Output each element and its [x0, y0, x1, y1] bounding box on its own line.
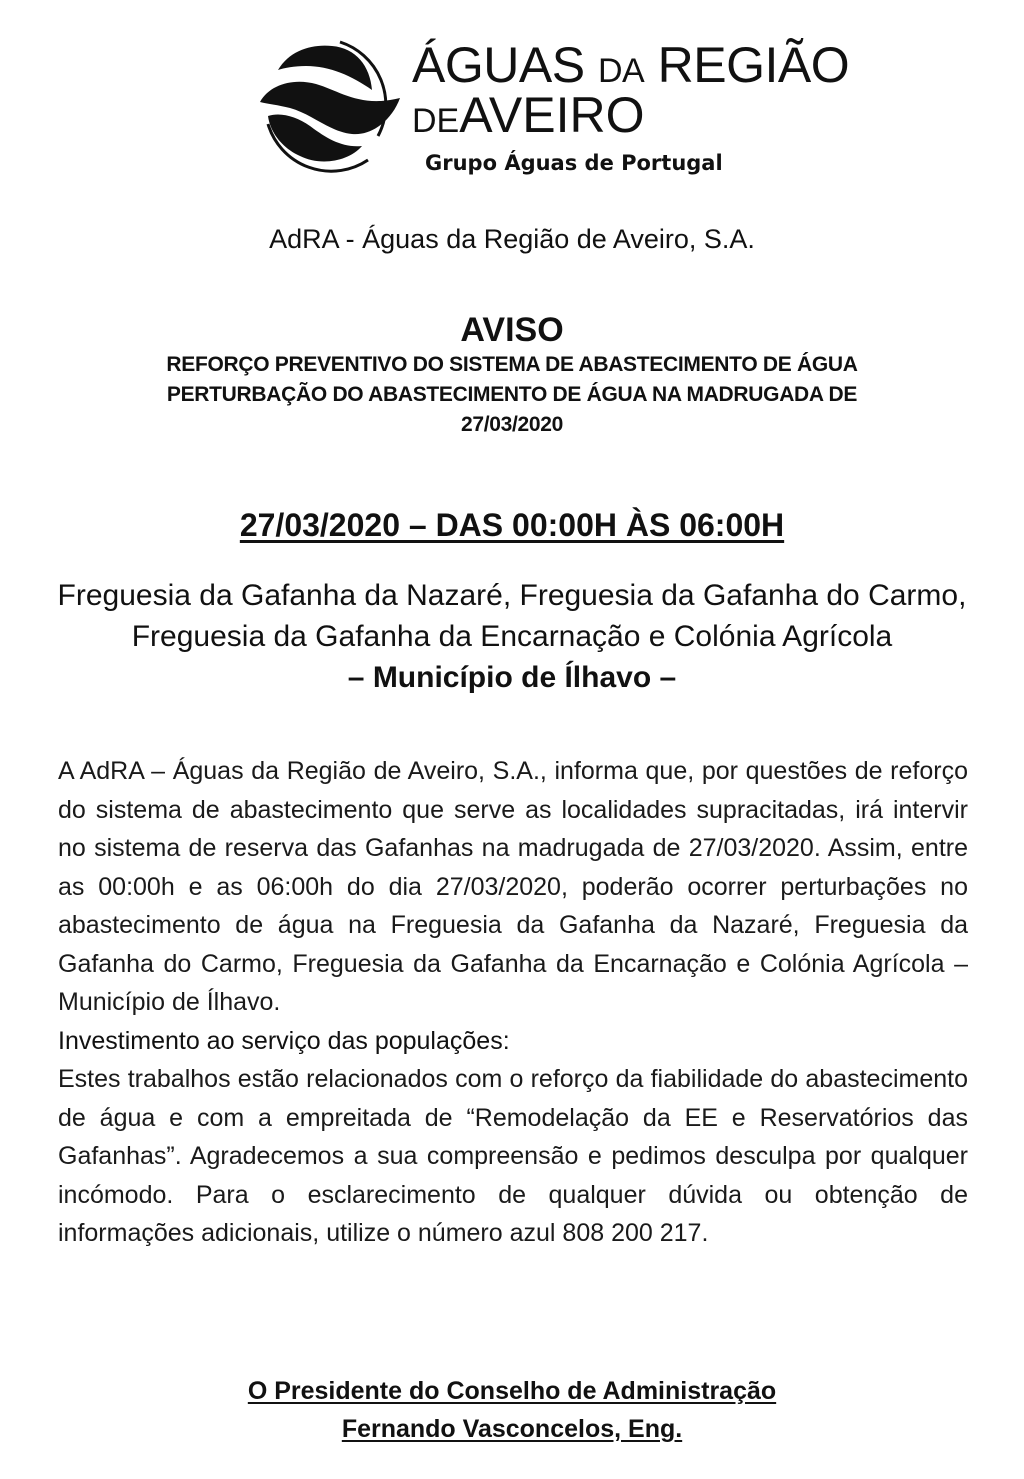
body-paragraph: Estes trabalhos estão relacionados com o reforço da fiabilidade do abastecimento de água e com a empreitada de “Remodelação da EE e Reservatórios das Gafanhas”. Agradecemos a sua compreensão e pedimos desculpa por qualquer incómodo. Para o esclarecimento de qualquer dúvida ou obtenção de informações adicionais, utilize o número azul 808 200 217.	[58, 1065, 968, 1247]
logo-group-name: Grupo Águas de Portugal	[425, 151, 723, 175]
notice-title: AVISO	[460, 311, 564, 349]
subtitle-line: REFORÇO PREVENTIVO DO SISTEMA DE ABASTECIMENTO DE ÁGUA	[166, 353, 858, 376]
logo-title-line2: DEAVEIRO	[412, 87, 645, 143]
signatory-title: O Presidente do Conselho de Administração	[247, 1377, 777, 1405]
subtitle-line: 27/03/2020	[460, 413, 564, 436]
parish-list: Freguesia da Gafanha da Nazaré, Freguesia da Gafanha do Carmo, Freguesia da Gafanha da Encarnação e Colónia Agrícola	[57, 579, 967, 653]
logo-title-line1: ÁGUAS DA REGIÃO	[412, 37, 850, 93]
signatory-name: Fernando Vasconcelos, Eng.	[341, 1415, 683, 1443]
signature-block	[0, 1372, 1024, 1448]
waves-globe-icon	[260, 36, 410, 176]
affected-areas	[20, 575, 1004, 698]
subtitle-line: PERTURBAÇÃO DO ABASTECIMENTO DE ÁGUA NA MADRUGADA DE	[166, 383, 858, 406]
notice-body	[58, 752, 968, 1253]
municipality: – Município de Ílhavo –	[347, 661, 677, 694]
body-subheading: Investimento ao serviço das populações:	[58, 1026, 510, 1055]
body-paragraph: A AdRA – Águas da Região de Aveiro, S.A., informa que, por questões de reforço do sistema de abastecimento que serve as localidades supracitadas, irá intervir no sistema de reserva das Gafanhas na madrugada de 27/03/2020. Assim, entre as 00:00h e as 06:00h do dia 27/03/2020, poderão ocorrer perturbações no abastecimento de água na Freguesia da Gafanha da Nazaré, Freguesia da Gafanha do Carmo, Freguesia da Gafanha da Encarnação e Colónia Agrícola – Município de Ílhavo.	[58, 757, 968, 1016]
notice-subtitle	[0, 350, 1024, 440]
company-logo	[260, 36, 850, 186]
company-name: AdRA - Águas da Região de Aveiro, S.A.	[269, 224, 755, 254]
date-time-heading: 27/03/2020 – DAS 00:00H ÀS 06:00H	[239, 507, 785, 543]
